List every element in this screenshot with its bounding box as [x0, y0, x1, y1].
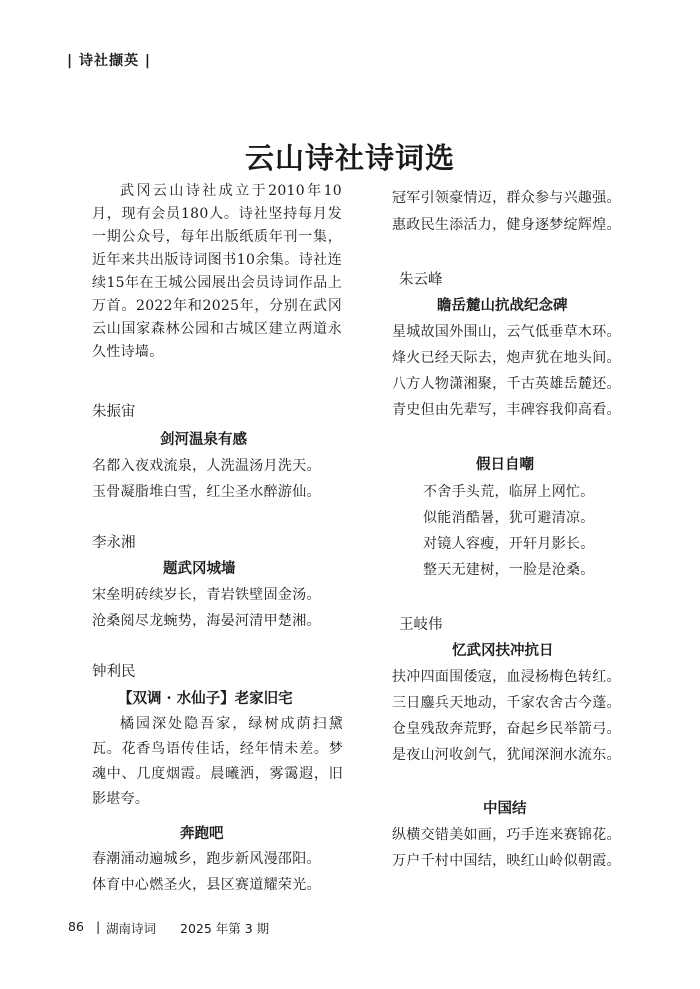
section-tag: | 诗社撷英 |: [67, 53, 151, 69]
poem-title: 中国结: [483, 800, 527, 817]
poem-line: 冠军引领豪情迈，群众参与兴趣强。: [392, 190, 621, 206]
poem-title: 剑河温泉有感: [160, 431, 247, 448]
poem-title: 【双调 · 水仙子】老家旧宅: [118, 690, 293, 707]
poem-line: 玉骨凝脂堆白雪，红尘圣水醉游仙。: [92, 484, 321, 500]
poem-line: 仓皇残敌奔荒野，奋起乡民举箭弓。: [392, 721, 621, 737]
page-title: 云山诗社诗词选: [244, 141, 455, 175]
poem-line: 青史但由先辈写，丰碑容我仰高看。: [392, 402, 621, 418]
poem-author: 朱振宙: [92, 404, 136, 420]
poem-title: 瞻岳麓山抗战纪念碑: [437, 297, 568, 314]
poem-title: 忆武冈扶冲抗日: [452, 642, 554, 659]
poem-line: 纵横交错美如画，巧手连来赛锦花。: [392, 827, 621, 843]
poem-line: 整天无建树，一脸是沧桑。: [423, 562, 595, 578]
poem-author: 李永湘: [92, 535, 136, 551]
poem-line: 沧桑阅尽龙蜿势，海晏河清甲楚湘。: [92, 613, 321, 629]
poem-line: 三日鏖兵天地动，千家农舍古今蓬。: [392, 695, 621, 711]
poem-line: 名都入夜戏流泉，人洗温汤月洗天。: [92, 458, 321, 474]
issue-label: 2025 年第 3 期: [180, 921, 270, 936]
poem-line: 体育中心燃圣火，县区赛道耀荣光。: [92, 877, 321, 893]
poem-author: 钟利民: [92, 664, 136, 680]
poem-line: 不舍手头荒，临屏上网忙。: [423, 484, 595, 500]
page-number: 86: [68, 919, 84, 934]
poem-line: 对镜人容瘦，开轩月影长。: [423, 536, 595, 552]
poem-line: 扶冲四面围倭寇，血浸杨梅色转红。: [392, 669, 621, 685]
poem-line: 烽火已经天际去，炮声犹在地头间。: [392, 350, 621, 366]
poem-line: 春潮涌动遍城乡，跑步新风漫邵阳。: [92, 851, 321, 867]
poem-line: 惠政民生添活力，健身逐梦绽辉煌。: [392, 217, 621, 233]
poem-title: 题武冈城墙: [163, 560, 236, 577]
poem-title: 假日自嘲: [476, 456, 534, 473]
footer-separator: |: [96, 919, 101, 934]
intro-paragraph: 武冈云山诗社成立于2010年10月，现有会员180人。诗社坚持每月发一期公众号，每年出版纸质年刊一集，近年来共出版诗词图书10余集。诗社连续15年在王城公园展出会员诗词作品上万首。2022年和2025年，分别在武冈云山国家森林公园和古城区建立两道永久性诗墙。: [92, 183, 342, 360]
poem-prose: 橘园深处隐吾家，绿树成荫扫黛瓦。花香鸟语传佳话，经年情未差。梦魂中、几度烟霞。晨曦洒，雾霭遐，旧影堪夸。: [92, 716, 343, 807]
poem-line: 八方人物潇湘聚，千古英雄岳麓还。: [392, 376, 621, 392]
poem-line: 是夜山河收剑气，犹闻深涧水流东。: [392, 747, 621, 763]
poem-author: 朱云峰: [399, 272, 443, 288]
magazine-logo: 湖南诗词: [106, 921, 157, 936]
poem-line: 万户千村中国结，映红山岭似朝霞。: [392, 853, 621, 869]
poem-title: 奔跑吧: [180, 825, 224, 842]
poem-line: 似能消酷暑，犹可避清凉。: [423, 510, 595, 526]
poem-line: 宋垒明砖续岁长，青岩铁壁固金汤。: [92, 587, 321, 603]
poem-line: 星城故国外围山，云气低垂草木环。: [392, 324, 621, 340]
poem-author: 王岐伟: [399, 617, 443, 633]
